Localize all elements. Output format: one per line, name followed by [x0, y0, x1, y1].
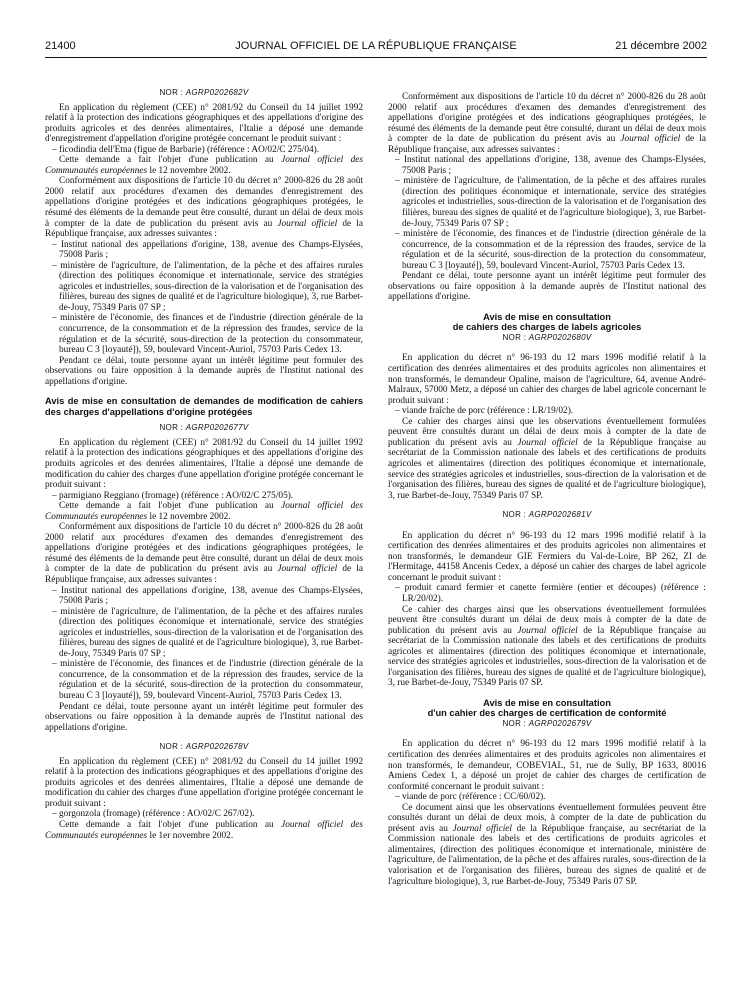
list-item: – gorgonzola (fromage) (référence : AO/02/C 267/02). — [45, 809, 363, 820]
paragraph: Conformément aux dispositions de l'article 10 du décret n° 2000-826 du 28 août 2000 relatif aux procédures d'examen des demandes d'enregistrement des appellations d'origine protégées et des indications géographiques protégées, le résumé des éléments de la demande peut être consulté, durant un délai de deux mois à compter de la date de publication du présent avis au Journal officiel de la République française, aux adresses suivantes : — [45, 522, 364, 585]
list-item: – ministère de l'agriculture, de l'alimentation, de la pêche et des affaires rurales (direction des politiques économique et internationale, service des stratégies agricoles et industrielles, sous-direction de la valorisation et de l'organisation des filières, bureau des signes de qualité et de l'agriculture biologique), 3, rue Barbet-de-Jouy, 75349 Paris 07 SP ; — [388, 176, 706, 229]
section-heading: Avis de mise en consultation de demandes de modification de cahiers des charges d'appellations d'origine protégées — [45, 396, 363, 417]
header-rule — [45, 57, 707, 58]
nor-reference: NOR : AGRP0202680V — [502, 332, 592, 342]
issue-date: 21 décembre 2002 — [615, 40, 707, 52]
list-item: – Institut national des appellations d'origine, 138, avenue des Champs-Elysées, 75008 Paris ; — [388, 155, 706, 176]
section-heading: d'un cahier des charges de certification de conformité — [427, 708, 667, 719]
address-list — [45, 586, 363, 702]
list-item: – ficodindia dell'Etna (figue de Barbarie) (référence : AO/02/C 275/04). — [45, 145, 363, 156]
page-number: 21400 — [45, 40, 76, 52]
left-column — [45, 88, 363, 841]
nor-reference: NOR : AGRP0202677V — [159, 423, 249, 433]
paragraph: Conformément aux dispositions de l'article 10 du décret n° 2000-826 du 28 août 2000 relatif aux procédures d'examen des demandes d'enregistrement des appellations d'origine protégées et des indications géographiques protégées, le résumé des éléments de la demande peut être consulté, durant un délai de deux mois à compter de la date de publication du présent avis au Journal officiel de la République française, aux adresses suivantes : — [45, 176, 364, 240]
product-list — [45, 809, 363, 820]
page-header — [45, 40, 707, 56]
product-list — [388, 583, 706, 604]
nor-reference: NOR : AGRP0202681V — [502, 510, 592, 520]
nor-reference: NOR : AGRP0202678V — [159, 742, 249, 752]
section-heading: de cahiers des charges de labels agricoles — [452, 322, 642, 333]
list-item: – ministère de l'économie, des finances et de l'industrie (direction générale de la concurrence, de la consommation et de la répression des fraudes, service de la régulation et de la sécurité, sous-direction de la protection du consommateur, bureau C 3 [loyauté]), 59, boulevard Vincent-Auriol, 75703 Paris Cedex 13. — [45, 313, 363, 355]
paragraph: Ce document ainsi que les observations éventuellement formulées peuvent être consultés durant un délai de deux mois, à compter de la date de publication du présent avis au Journal officiel de la République française, au secrétariat de la Commission nationale des labels et des certifications de produits agricoles et alimentaires, (direction des politiques économique et internationale, ministère de l'agriculture, de l'alimentation, de la pêche et des affaires rurales, sous-direction de la valorisation et de l'organisation des filières, bureau des signes de qualité et de l'agriculture biologique), 3, rue Barbet-de-Jouy, 75349 Paris 07 SP. — [388, 802, 706, 887]
address-list — [45, 240, 363, 356]
paragraph: Cette demande a fait l'objet d'une publication au Journal officiel des Communautés européennes le 12 novembre 2002. — [45, 155, 364, 176]
paragraph: Pendant ce délai, toute personne ayant un intérêt légitime peut formuler des observations ou faire opposition à la demande auprès de l'Institut national des appellations d'origine. — [45, 701, 363, 733]
nor-reference: NOR : AGRP0202679V — [502, 718, 592, 728]
paragraph: Pendant ce délai, toute personne ayant un intérêt légitime peut formuler des observations ou faire opposition à la demande auprès de l'Institut national des appellations d'origine. — [388, 271, 706, 303]
list-item: – Institut national des appellations d'origine, 138, avenue des Champs-Elysées, 75008 Paris ; — [45, 586, 363, 607]
list-item: – ministère de l'économie, des finances et de l'industrie (direction générale de la concurrence, de la consommation et de la répression des fraudes, service de la régulation et de la sécurité, sous-direction de la protection du consommateur, bureau C 3 [loyauté]), 59, boulevard Vincent-Auriol, 75703 Paris Cedex 13. — [45, 659, 363, 701]
list-item: – ministère de l'économie, des finances et de l'industrie (direction générale de la concurrence, de la consommation et de la répression des fraudes, service de la régulation et de la sécurité, sous-direction de la protection du consommateur, bureau C 3 [loyauté]), 59, boulevard Vincent-Auriol, 75703 Paris Cedex 13. — [388, 229, 706, 271]
journal-title: JOURNAL OFFICIEL DE LA RÉPUBLIQUE FRANÇAISE — [235, 40, 517, 52]
paragraph: Cette demande a fait l'objet d'une publication au Journal officiel des Communautés européennes le 1er novembre 2002. — [45, 820, 364, 841]
nor-reference: NOR : AGRP0202682V — [159, 88, 249, 97]
list-item: – ministère de l'agriculture, de l'alimentation, de la pêche et des affaires rurales (direction des politiques économique et internationale, service des stratégies agricoles et industrielles, sous-direction de la valorisation et de l'organisation des filières, bureau des signes de qualité et de l'agriculture biologique), 3, rue Barbet-de-Jouy, 75349 Paris 07 SP ; — [45, 607, 363, 660]
paragraph: Pendant ce délai, toute personne ayant un intérêt légitime peut formuler des observations ou faire opposition à la demande auprès de l'Institut national des appellations d'origine. — [45, 355, 363, 387]
paragraph: Conformément aux dispositions de l'article 10 du décret n° 2000-826 du 28 août 2000 relatif aux procédures d'examen des demandes d'enregistrement des appellations d'origine protégées et des indications géographiques protégées, le résumé des éléments de la demande peut être consulté, durant un délai de deux mois à compter de la date de publication du présent avis au Journal officiel de la République française, aux adresses suivantes : — [388, 92, 707, 155]
paragraph: En application du décret n° 96-193 du 12 mars 1996 modifié relatif à la certification des denrées alimentaires et des produits agricoles non alimentaires et non transformés, le demandeur Opaline, maison de l'agriculture, 64, avenue André-Malraux, 57000 Metz, a déposé un cahier des charges de label agricole concernant le produit suivant : — [388, 353, 706, 406]
paragraph: Ce cahier des charges ainsi que les observations éventuellement formulées peuvent être consultés durant un délai de deux mois à compter de la date de publication du présent avis au Journal officiel de la République française au secrétariat de la Commission nationale des labels et des certifications de produits agricoles et alimentaires (direction des politiques économique et internationale, service des stratégies agricoles et industrielles, sous-direction de la valorisation et de l'organisation des filières, bureau des signes de qualité et de l'agriculture biologique), 3, rue Barbet-de-Jouy, 75349 Paris 07 SP. — [388, 604, 707, 689]
section-heading: Avis de mise en consultation — [483, 697, 611, 708]
address-list — [388, 155, 706, 271]
product-list — [388, 792, 706, 803]
list-item: – viande de porc (référence : CC/60/02). — [388, 792, 706, 803]
paragraph: En application du décret n° 96-193 du 12 mars 1996 modifié relatif à la certification des denrées alimentaires et des produits agricoles non alimentaires et non transformés, le demandeur GIE Fermiers du Val-de-Loire, BP 262, ZI de l'Hermitage, 44158 Ancenis Cedex, a déposé un cahier des charges de label agricole concernant le produit suivant : — [388, 530, 706, 583]
section-heading: Avis de mise en consultation — [483, 311, 611, 322]
paragraph: En application du règlement (CEE) n° 2081/92 du Conseil du 14 juillet 1992 relatif à la protection des indications géographiques et des appellations d'origine des produits agricoles et des denrées alimentaires, l'Italie a déposé une demande d'enregistrement d'appellation d'origine protégée concernant le produit suivant : — [45, 102, 363, 145]
paragraph: Cette demande a fait l'objet d'une publication au Journal officiel des Communautés européennes le 12 novembre 2002. — [45, 501, 364, 522]
list-item: – ministère de l'agriculture, de l'alimentation, de la pêche et des affaires rurales (direction des politiques économique et internationale, service des stratégies agricoles et industrielles, sous-direction de la valorisation et de l'organisation des filières, bureau des signes de qualité et de l'agriculture biologique), 3, rue Barbet-de-Jouy, 75349 Paris 07 SP ; — [45, 261, 363, 314]
paragraph: Ce cahier des charges ainsi que les observations éventuellement formulées peuvent être consultés durant un délai de deux mois à compter de la date de publication du présent avis au Journal officiel de la République française au secrétariat de la Commission nationale des labels et des certifications de produits agricoles et alimentaires (direction des politiques économique et internationale, service des stratégies agricoles et industrielles, sous-direction de la valorisation et de l'organisation des filières, bureau des signes de qualité et de l'agriculture biologique), 3, rue Barbet-de-Jouy, 75349 Paris 07 SP. — [388, 416, 707, 501]
product-list — [388, 406, 706, 417]
list-item: – parmigiano Reggiano (fromage) (référence : AO/02/C 275/05). — [45, 491, 363, 502]
paragraph: En application du règlement (CEE) n° 2081/92 du Conseil du 14 juillet 1992 relatif à la protection des indications géographiques et des appellations d'origine des produits agricoles et des denrées alimentaires, l'Italie a déposé une demande de modification du cahier des charges d'une appellation d'origine protégée concernant le produit suivant : — [45, 437, 363, 491]
product-list — [45, 491, 363, 502]
list-item: – Institut national des appellations d'origine, 138, avenue des Champs-Elysées, 75008 Paris ; — [45, 240, 363, 261]
product-list — [45, 145, 363, 156]
list-item: – viande fraîche de porc (référence : LR/19/02). — [388, 406, 706, 417]
right-column — [388, 92, 706, 887]
paragraph: En application du décret n° 96-193 du 12 mars 1996 modifié relatif à la certification des denrées alimentaires et des produits agricoles non alimentaires et non transformés, le demandeur, COBEVIAL, 51, rue de Sully, BP 1633, 80016 Amiens Cedex 1, a déposé un projet de cahier des charges de certification de conformité concernant le produit suivant : — [388, 739, 706, 792]
paragraph: En application du règlement (CEE) n° 2081/92 du Conseil du 14 juillet 1992 relatif à la protection des indications géographiques et des appellations d'origine des produits agricoles et des denrées alimentaires, l'Italie a déposé une demande de modification du cahier des charges d'une appellation d'origine protégée concernant le produit suivant : — [45, 756, 363, 809]
list-item: – produit canard fermier et canette fermière (entier et découpes) (référence : LR/20/02). — [388, 583, 706, 604]
